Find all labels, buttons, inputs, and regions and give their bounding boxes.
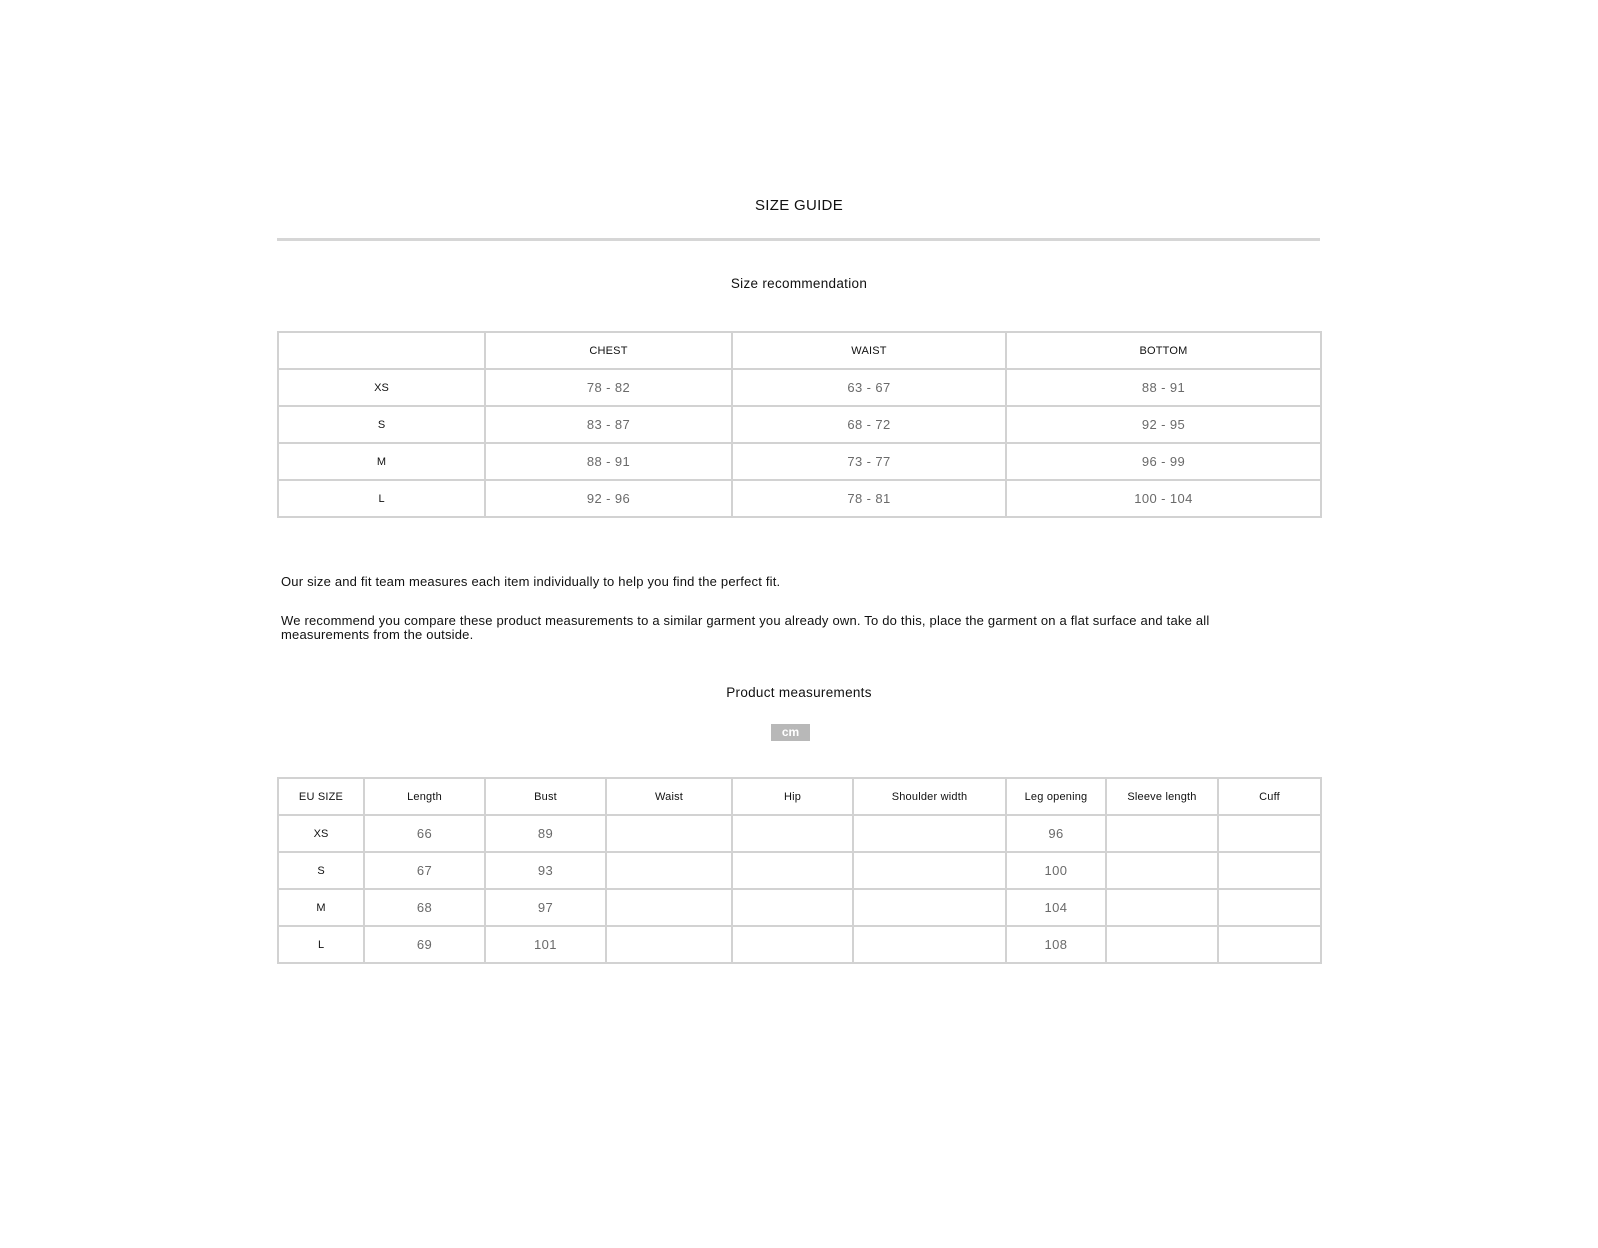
- column-header-hip: Hip: [732, 778, 853, 815]
- eu-size-label: S: [278, 852, 364, 889]
- product-measurements-title: Product measurements: [726, 685, 872, 700]
- bust-value: 101: [485, 926, 606, 963]
- column-header-bust: Bust: [485, 778, 606, 815]
- table-row: [278, 369, 1321, 406]
- shoulder-width-value: [853, 815, 1006, 852]
- table-row: [278, 926, 1321, 963]
- waist-value: 68 - 72: [732, 406, 1006, 443]
- waist-value: 63 - 67: [732, 369, 1006, 406]
- waist-value: [606, 815, 732, 852]
- length-value: 66: [364, 815, 485, 852]
- table-row: [278, 480, 1321, 517]
- bust-value: 97: [485, 889, 606, 926]
- bottom-value: 96 - 99: [1006, 443, 1321, 480]
- column-header-waist: WAIST: [732, 332, 1006, 369]
- table-row: [278, 443, 1321, 480]
- table-header-row: [278, 778, 1321, 815]
- hip-value: [732, 852, 853, 889]
- column-header-size: [278, 332, 485, 369]
- column-header-cuff: Cuff: [1218, 778, 1321, 815]
- cuff-value: [1218, 926, 1321, 963]
- column-header-waist: Waist: [606, 778, 732, 815]
- column-header-leg-opening: Leg opening: [1006, 778, 1106, 815]
- size-recommendation-title: Size recommendation: [730, 276, 868, 291]
- page-title: SIZE GUIDE: [754, 197, 843, 214]
- chest-value: 83 - 87: [485, 406, 732, 443]
- table-row: [278, 852, 1321, 889]
- length-value: 68: [364, 889, 485, 926]
- cuff-value: [1218, 815, 1321, 852]
- size-label: XS: [278, 369, 485, 406]
- bottom-value: 100 - 104: [1006, 480, 1321, 517]
- bust-value: 93: [485, 852, 606, 889]
- table-row: [278, 815, 1321, 852]
- hip-value: [732, 926, 853, 963]
- bottom-value: 88 - 91: [1006, 369, 1321, 406]
- compare-note: We recommend you compare these product measurements to a similar garment you already own. To do this, place the garment on a flat surface and take all measurements from the outside.: [281, 613, 1210, 642]
- column-header-bottom: BOTTOM: [1006, 332, 1321, 369]
- size-label: M: [278, 443, 485, 480]
- sleeve-length-value: [1106, 889, 1218, 926]
- shoulder-width-value: [853, 926, 1006, 963]
- sleeve-length-value: [1106, 815, 1218, 852]
- waist-value: [606, 852, 732, 889]
- sleeve-length-value: [1106, 926, 1218, 963]
- shoulder-width-value: [853, 889, 1006, 926]
- table-row: [278, 889, 1321, 926]
- title-divider: [277, 238, 1320, 241]
- unit-toggle-cm[interactable]: cm: [771, 724, 810, 741]
- column-header-chest: CHEST: [485, 332, 732, 369]
- size-label: L: [278, 480, 485, 517]
- hip-value: [732, 815, 853, 852]
- chest-value: 92 - 96: [485, 480, 732, 517]
- bottom-value: 92 - 95: [1006, 406, 1321, 443]
- column-header-sleeve-length: Sleeve length: [1106, 778, 1218, 815]
- table-header-row: [278, 332, 1321, 369]
- length-value: 67: [364, 852, 485, 889]
- hip-value: [732, 889, 853, 926]
- column-header-eu-size: EU SIZE: [278, 778, 364, 815]
- size-recommendation-table: [277, 331, 1322, 518]
- eu-size-label: XS: [278, 815, 364, 852]
- fit-team-note: Our size and fit team measures each item individually to help you find the perfect fit.: [281, 574, 781, 589]
- cuff-value: [1218, 889, 1321, 926]
- shoulder-width-value: [853, 852, 1006, 889]
- chest-value: 78 - 82: [485, 369, 732, 406]
- waist-value: [606, 926, 732, 963]
- chest-value: 88 - 91: [485, 443, 732, 480]
- eu-size-label: L: [278, 926, 364, 963]
- waist-value: 73 - 77: [732, 443, 1006, 480]
- column-header-length: Length: [364, 778, 485, 815]
- leg-opening-value: 104: [1006, 889, 1106, 926]
- column-header-shoulder-width: Shoulder width: [853, 778, 1006, 815]
- cuff-value: [1218, 852, 1321, 889]
- waist-value: [606, 889, 732, 926]
- size-label: S: [278, 406, 485, 443]
- length-value: 69: [364, 926, 485, 963]
- waist-value: 78 - 81: [732, 480, 1006, 517]
- product-measurements-table: [277, 777, 1322, 964]
- leg-opening-value: 108: [1006, 926, 1106, 963]
- table-row: [278, 406, 1321, 443]
- leg-opening-value: 96: [1006, 815, 1106, 852]
- leg-opening-value: 100: [1006, 852, 1106, 889]
- eu-size-label: M: [278, 889, 364, 926]
- sleeve-length-value: [1106, 852, 1218, 889]
- bust-value: 89: [485, 815, 606, 852]
